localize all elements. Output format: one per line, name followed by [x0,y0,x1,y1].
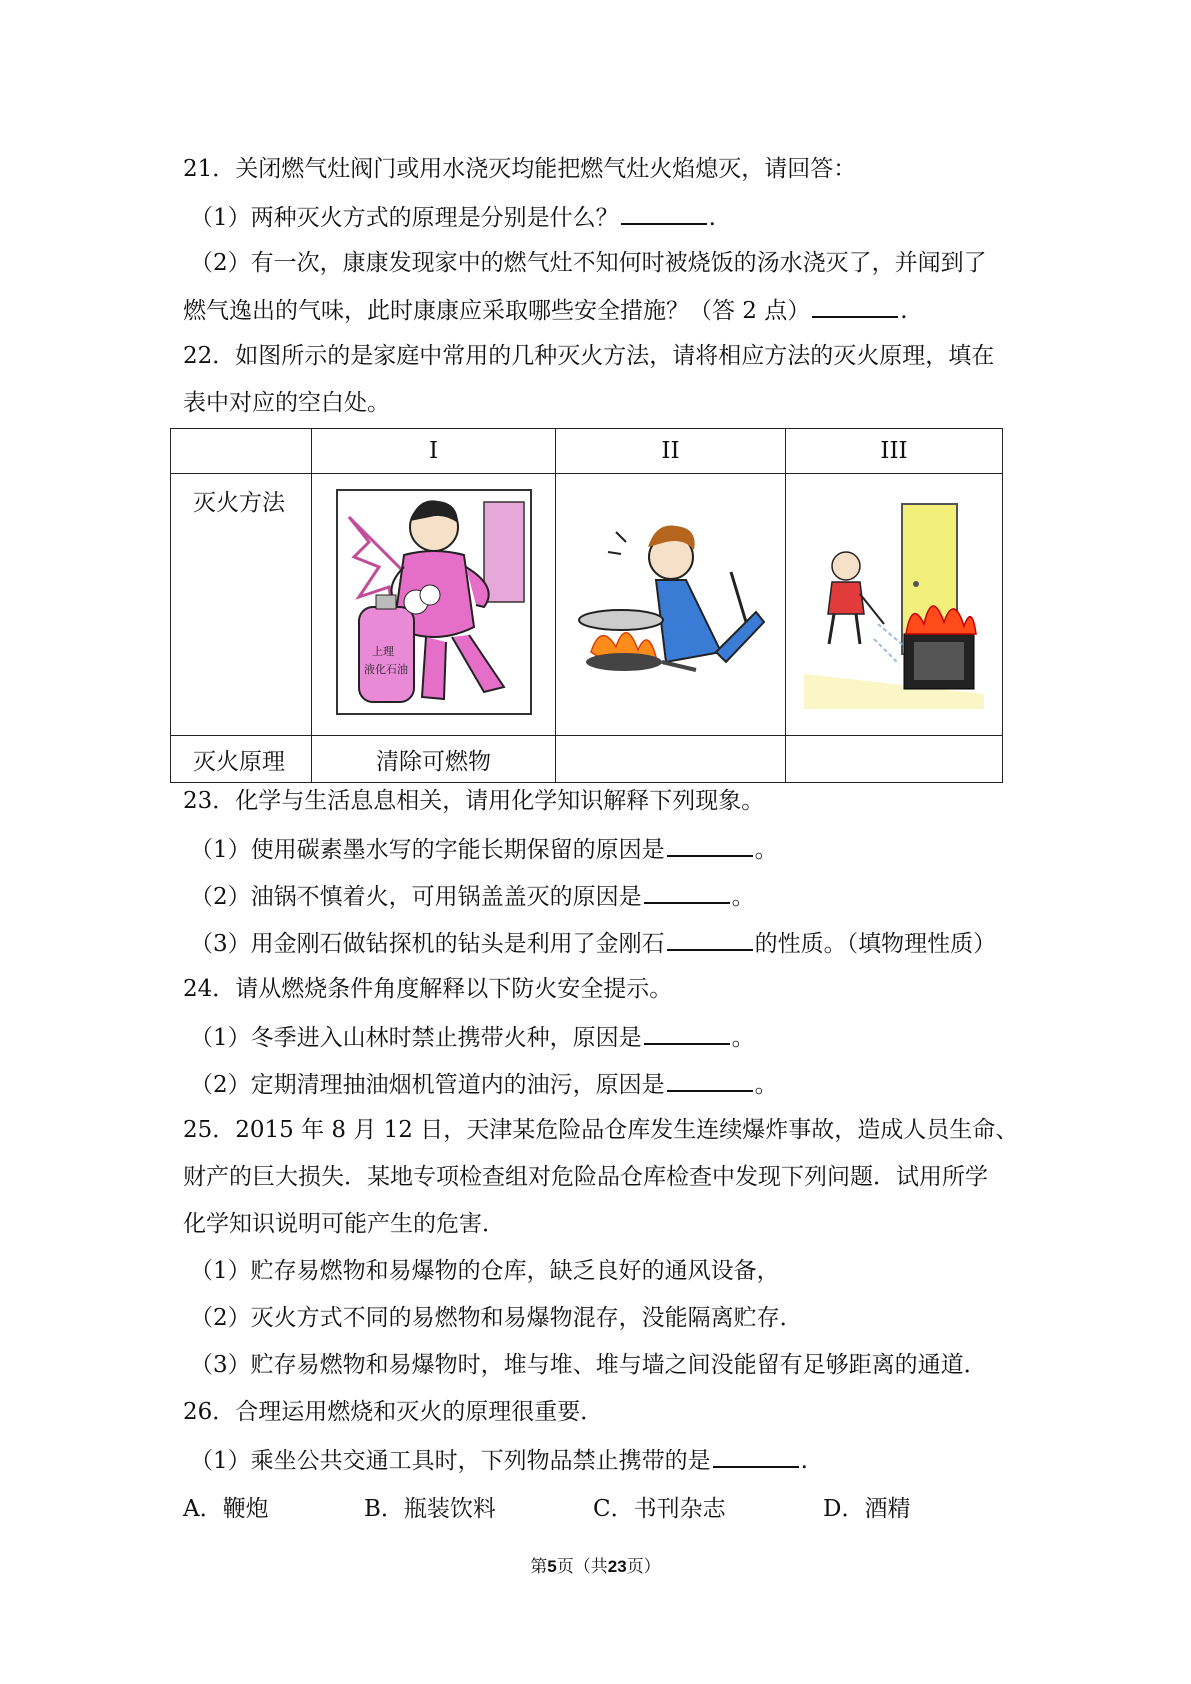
q24-part1-text: （1）冬季进入山林时禁止携带火种，原因是 [190,1025,642,1051]
option-c[interactable]: C．书刊杂志 [593,1496,726,1522]
q25-stem-line1: 25．2015 年 8 月 12 日，天津某危险品仓库发生连续爆炸事故，造成人员生命、 [183,1117,1019,1143]
q25-part1: （1）贮存易燃物和易爆物的仓库，缺乏良好的通风设备， [190,1258,780,1284]
q25-part2: （2）灭火方式不同的易燃物和易爆物混存，没能隔离贮存． [190,1305,803,1331]
q23-part3 [190,927,1030,959]
q21-part2-end: . [900,298,908,324]
row-label-principle: 灭火原理 [171,736,312,783]
answer-blank[interactable] [644,1021,730,1045]
q23-part2-text: （2）油锅不慎着火，可用锅盖盖灭的原因是 [190,884,642,910]
q22-stem-line2: 表中对应的空白处。 [183,390,390,416]
q26-part1-text: （1）乘坐公共交通工具时，下列物品禁止携带的是 [190,1448,711,1474]
q25-part3: （3）贮存易燃物和易爆物时，堆与堆、堆与墙之间没能留有足够距离的通道． [190,1352,987,1378]
q21-part1-end: . [708,205,716,231]
cylinder-label-2: 液化石油 [363,662,408,676]
page-footer [0,1552,1191,1577]
answer-blank[interactable] [667,833,753,857]
q21-stem: 21．关闭燃气灶阀门或用水浇灭均能把燃气灶火焰熄灭，请回答： [183,156,857,182]
q23-part1-end: 。 [754,837,778,863]
q22-stem-line1: 22．如图所示的是家庭中常用的几种灭火方法，请将相应方法的灭火原理，填在 [183,343,995,369]
row-label-method: 灭火方法 [171,474,312,736]
q21-part2-line1: （2）有一次，康康发现家中的燃气灶不知何时被烧饭的汤水浇灭了，并闻到了 [190,250,987,276]
footer-prefix: 第 [530,1557,548,1577]
q23-part1-text: （1）使用碳素墨水写的字能长期保留的原因是 [190,837,665,863]
illustration-cell-2 [556,474,786,736]
table-header-row [171,429,1003,474]
table-row-principle [171,736,1003,783]
gas-cylinder-illustration [334,487,534,717]
q23-part2 [190,880,1030,912]
table-row-method [171,474,1003,736]
q23-part3-text: （3）用金刚石做钻探机的钻头是利用了金刚石 [190,931,665,957]
tv-fire-illustration [794,494,994,709]
q21-part1-text: （1）两种灭火方式的原理是分别是什么？ [190,205,619,231]
q25-stem-line2: 财产的巨大损失．某地专项检查组对危险品仓库检查中发现下列问题．试用所学 [183,1164,988,1190]
q21-part2-line2 [183,294,1023,326]
table-header-cell: I [312,429,556,474]
q21-part2-text: 燃气逸出的气味，此时康康应采取哪些安全措施？（答 2 点） [183,298,811,324]
q23-part3-end: 的性质。（填物理性质） [754,931,997,957]
footer-suffix: 页） [626,1557,661,1577]
q23-part2-end: 。 [731,884,755,910]
q24-part1-end: 。 [731,1025,755,1051]
answer-blank[interactable] [644,880,730,904]
q24-part1 [190,1021,1030,1053]
illustration-cell-1 [312,474,556,736]
option-b[interactable]: B．瓶装饮料 [364,1496,496,1522]
page-number: 5 [547,1557,557,1576]
page-total: 23 [607,1557,627,1576]
q21-part1 [190,201,1030,233]
q24-part2-text: （2）定期清理抽油烟机管道内的油污，原因是 [190,1072,665,1098]
pan-lid-illustration [566,502,776,702]
answer-blank[interactable] [667,1068,753,1092]
option-a[interactable]: A．鞭炮 [183,1496,269,1522]
principle-cell-1: 清除可燃物 [312,736,556,783]
principle-cell-3[interactable] [786,736,1003,783]
footer-middle: 页（共 [556,1557,608,1577]
q26-part1 [190,1444,1030,1476]
q24-stem: 24．请从燃烧条件角度解释以下防火安全提示。 [183,976,673,1002]
illustration-cell-3 [786,474,1003,736]
table-header-cell: III [786,429,1003,474]
answer-blank[interactable] [621,201,707,225]
q25-stem-line3: 化学知识说明可能产生的危害． [183,1211,505,1237]
option-d[interactable]: D．酒精 [823,1496,911,1522]
answer-blank[interactable] [667,927,753,951]
table-header-cell: II [556,429,786,474]
answer-blank[interactable] [713,1444,799,1468]
q26-stem: 26．合理运用燃烧和灭火的原理很重要． [183,1399,604,1425]
q24-part2-end: 。 [754,1072,778,1098]
cylinder-label-1: 上理 [371,644,394,658]
principle-cell-2[interactable] [556,736,786,783]
q23-stem: 23．化学与生活息息相关，请用化学知识解释下列现象。 [183,788,765,814]
q24-part2 [190,1068,1030,1100]
answer-blank[interactable] [812,294,898,318]
q23-part1 [190,833,1030,865]
q26-part1-end: . [800,1448,808,1474]
table-header-cell [171,429,312,474]
fire-methods-table [170,428,1003,783]
